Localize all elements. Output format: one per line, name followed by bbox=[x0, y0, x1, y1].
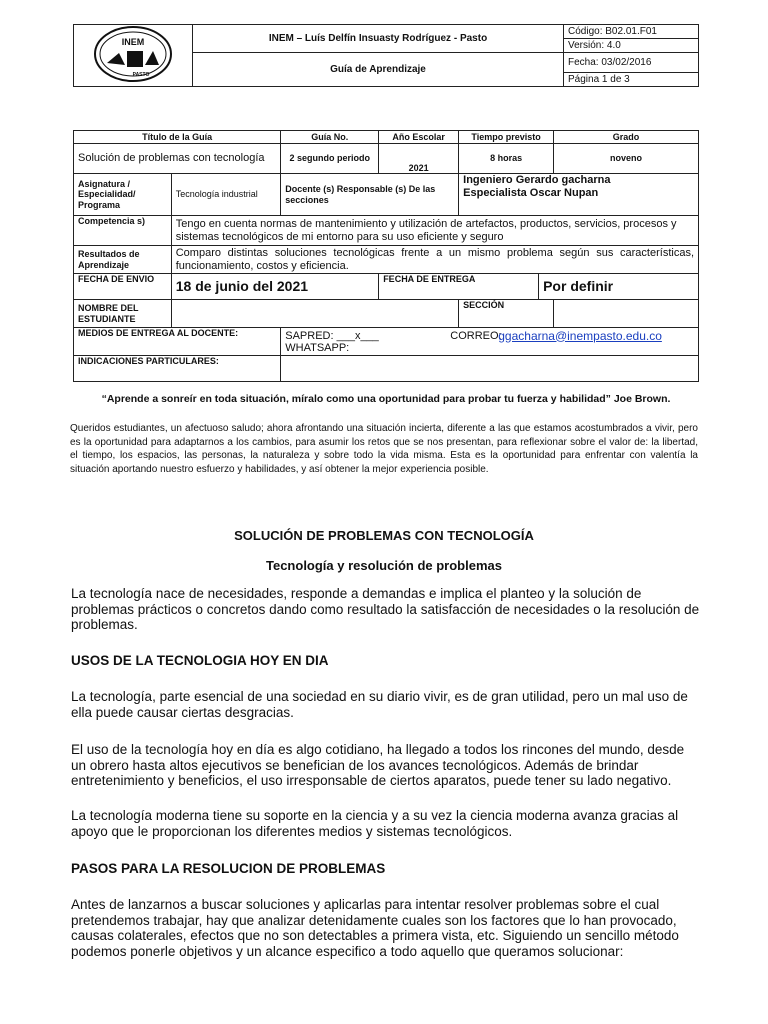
guide-title: Solución de problemas con tecnología bbox=[74, 144, 281, 174]
paragraph-2: La tecnología, parte esencial de una sociedad en su diario vivir, es de gran utilidad, pero un mal uso de ella puede causar ciertas desgracias. bbox=[71, 689, 688, 720]
indications-field bbox=[281, 356, 699, 382]
competence-text: Tengo en cuenta normas de mantenimiento y utilización de artefactos, productos, servicios, procesos y sistemas tecnológicos de mi entorno para su uso eficiente y seguro bbox=[171, 216, 698, 246]
competence-label: Competencia s) bbox=[74, 216, 172, 246]
doc-code: Código: B02.01.F01 bbox=[564, 25, 699, 39]
student-name-label: NOMBRE DEL ESTUDIANTE bbox=[74, 300, 172, 328]
col-title-header: Título de la Guía bbox=[74, 131, 281, 144]
institution-name: INEM – Luís Delfín Insuasty Rodríguez - Pasto bbox=[193, 25, 564, 53]
quote: “Aprende a sonreír en toda situación, míralo como una oportunidad para probar tu fuerza y habilidad” Joe Brown. bbox=[101, 393, 671, 405]
send-date-label: FECHA DE ENVIO bbox=[74, 274, 172, 300]
col-time-header: Tiempo previsto bbox=[459, 131, 554, 144]
grade-value: noveno bbox=[554, 144, 699, 174]
delivery-media-label: MEDIOS DE ENTREGA AL DOCENTE: bbox=[74, 328, 281, 356]
heading-usos: USOS DE LA TECNOLOGIA HOY EN DIA bbox=[71, 653, 329, 668]
email-label: CORREO: bbox=[450, 329, 502, 342]
paragraph-3: El uso de la tecnología hoy en día es algo cotidiano, ha llegado a todos los rincones del mundo, desde un obrero hasta altos ejecutivos se benefician de los avances tecnológicos. Además de brindar entretenimiento y beneficios, el uso irresponsable de ciertos aparatos, puede tener su lado negativo. bbox=[71, 742, 685, 788]
paragraph-4: La tecnología moderna tiene su soporte en la ciencia y a su vez la ciencia moderna avanza gracias al apoyo que le proporcionan los diferentes medios y sistemas tecnológicos. bbox=[71, 808, 679, 839]
main-title: SOLUCIÓN DE PROBLEMAS CON TECNOLOGÍA bbox=[234, 528, 534, 543]
results-label: Resultados de Aprendizaje bbox=[74, 246, 172, 274]
sapred-option: SAPRED: ___x___ bbox=[285, 329, 379, 342]
info-table bbox=[73, 130, 699, 382]
col-grade-header: Grado bbox=[554, 131, 699, 144]
logo-text-bottom: PASTO bbox=[132, 72, 150, 78]
delivery-media bbox=[281, 328, 699, 356]
teacher-2: Especialista Oscar Nupan bbox=[463, 186, 599, 199]
section-label: SECCIÓN bbox=[459, 300, 554, 328]
intro-paragraph: Queridos estudiantes, un afectuoso saludo; ahora afrontando una situación incierta, diferente a las que estamos acostumbrados a vivir, pero es la oportunidad para adaptarnos a los cambios, para asumir los retos que se nos presentan, para reflexionar sobre el valor de: la libertad, el tiempo, los espacios, las personas, la naturaleza y sobre todo la vida misma. Esta es la oportunidad para enfrentar con valentía la situación aportando nuestro esfuerzo y habilidades, y así obtener la mejor experiencia posible. bbox=[70, 423, 698, 475]
col-year-header: Año Escolar bbox=[379, 131, 459, 144]
doc-date: Fecha: 03/02/2016 bbox=[564, 53, 699, 73]
section-field[interactable] bbox=[554, 300, 699, 328]
heading-pasos: PASOS PARA LA RESOLUCION DE PROBLEMAS bbox=[71, 861, 386, 876]
inem-logo-icon bbox=[93, 25, 173, 83]
indications-label: INDICACIONES PARTICULARES: bbox=[74, 356, 281, 382]
student-name-field[interactable] bbox=[171, 300, 458, 328]
subtitle: Tecnología y resolución de problemas bbox=[266, 558, 502, 573]
paragraph-1: La tecnología nace de necesidades, responde a demandas e implica el planteo y la solución de problemas prácticos o concretos dando como resultado la satisfacción de necesidades o la resolución de problemas. bbox=[71, 586, 700, 632]
guide-number: 2 segundo periodo bbox=[281, 144, 379, 174]
col-guide-header: Guía No. bbox=[281, 131, 379, 144]
logo-text-top: INEM bbox=[121, 37, 145, 47]
time-expected: 8 horas bbox=[459, 144, 554, 174]
results-text: Comparo distintas soluciones tecnológicas frente a un mismo problema según sus características, funcionamiento, costos y eficiencia. bbox=[171, 246, 698, 274]
doc-version: Versión: 4.0 bbox=[564, 39, 699, 53]
subject-label: Asignatura / Especialidad/ Programa bbox=[74, 174, 172, 216]
whatsapp-option: WHATSAPP: bbox=[285, 341, 350, 354]
teacher-label: Docente (s) Responsable (s) De las secciones bbox=[281, 174, 459, 216]
doc-type: Guía de Aprendizaje bbox=[193, 53, 564, 87]
delivery-date-label: FECHA DE ENTREGA bbox=[379, 274, 539, 300]
school-year: 2021 bbox=[379, 144, 459, 174]
teacher-names bbox=[459, 174, 699, 216]
email-link[interactable]: ggacharna@inempasto.edu.co bbox=[498, 328, 662, 343]
send-date: 18 de junio del 2021 bbox=[171, 274, 378, 300]
subject-value: Tecnología industrial bbox=[171, 174, 281, 216]
header-table bbox=[73, 24, 699, 87]
page-number: Página 1 de 3 bbox=[564, 73, 699, 87]
delivery-date: Por definir bbox=[539, 274, 699, 300]
teacher-1: Ingeniero Gerardo gacharna bbox=[463, 174, 611, 186]
paragraph-5: Antes de lanzarnos a buscar soluciones y aplicarlas para intentar resolver problemas sobre el cual pretendemos trabajar, hay que analizar detenidamente cuales son los factores que lo han provocado, causas colaterales, efectos que no son detectables a primera vista, etc. Siguiendo un sencillo método podemos ponerle objetivos y un alcance especifico a todo aquello que queramos solucionar: bbox=[71, 897, 679, 959]
logo-cell bbox=[74, 25, 193, 87]
